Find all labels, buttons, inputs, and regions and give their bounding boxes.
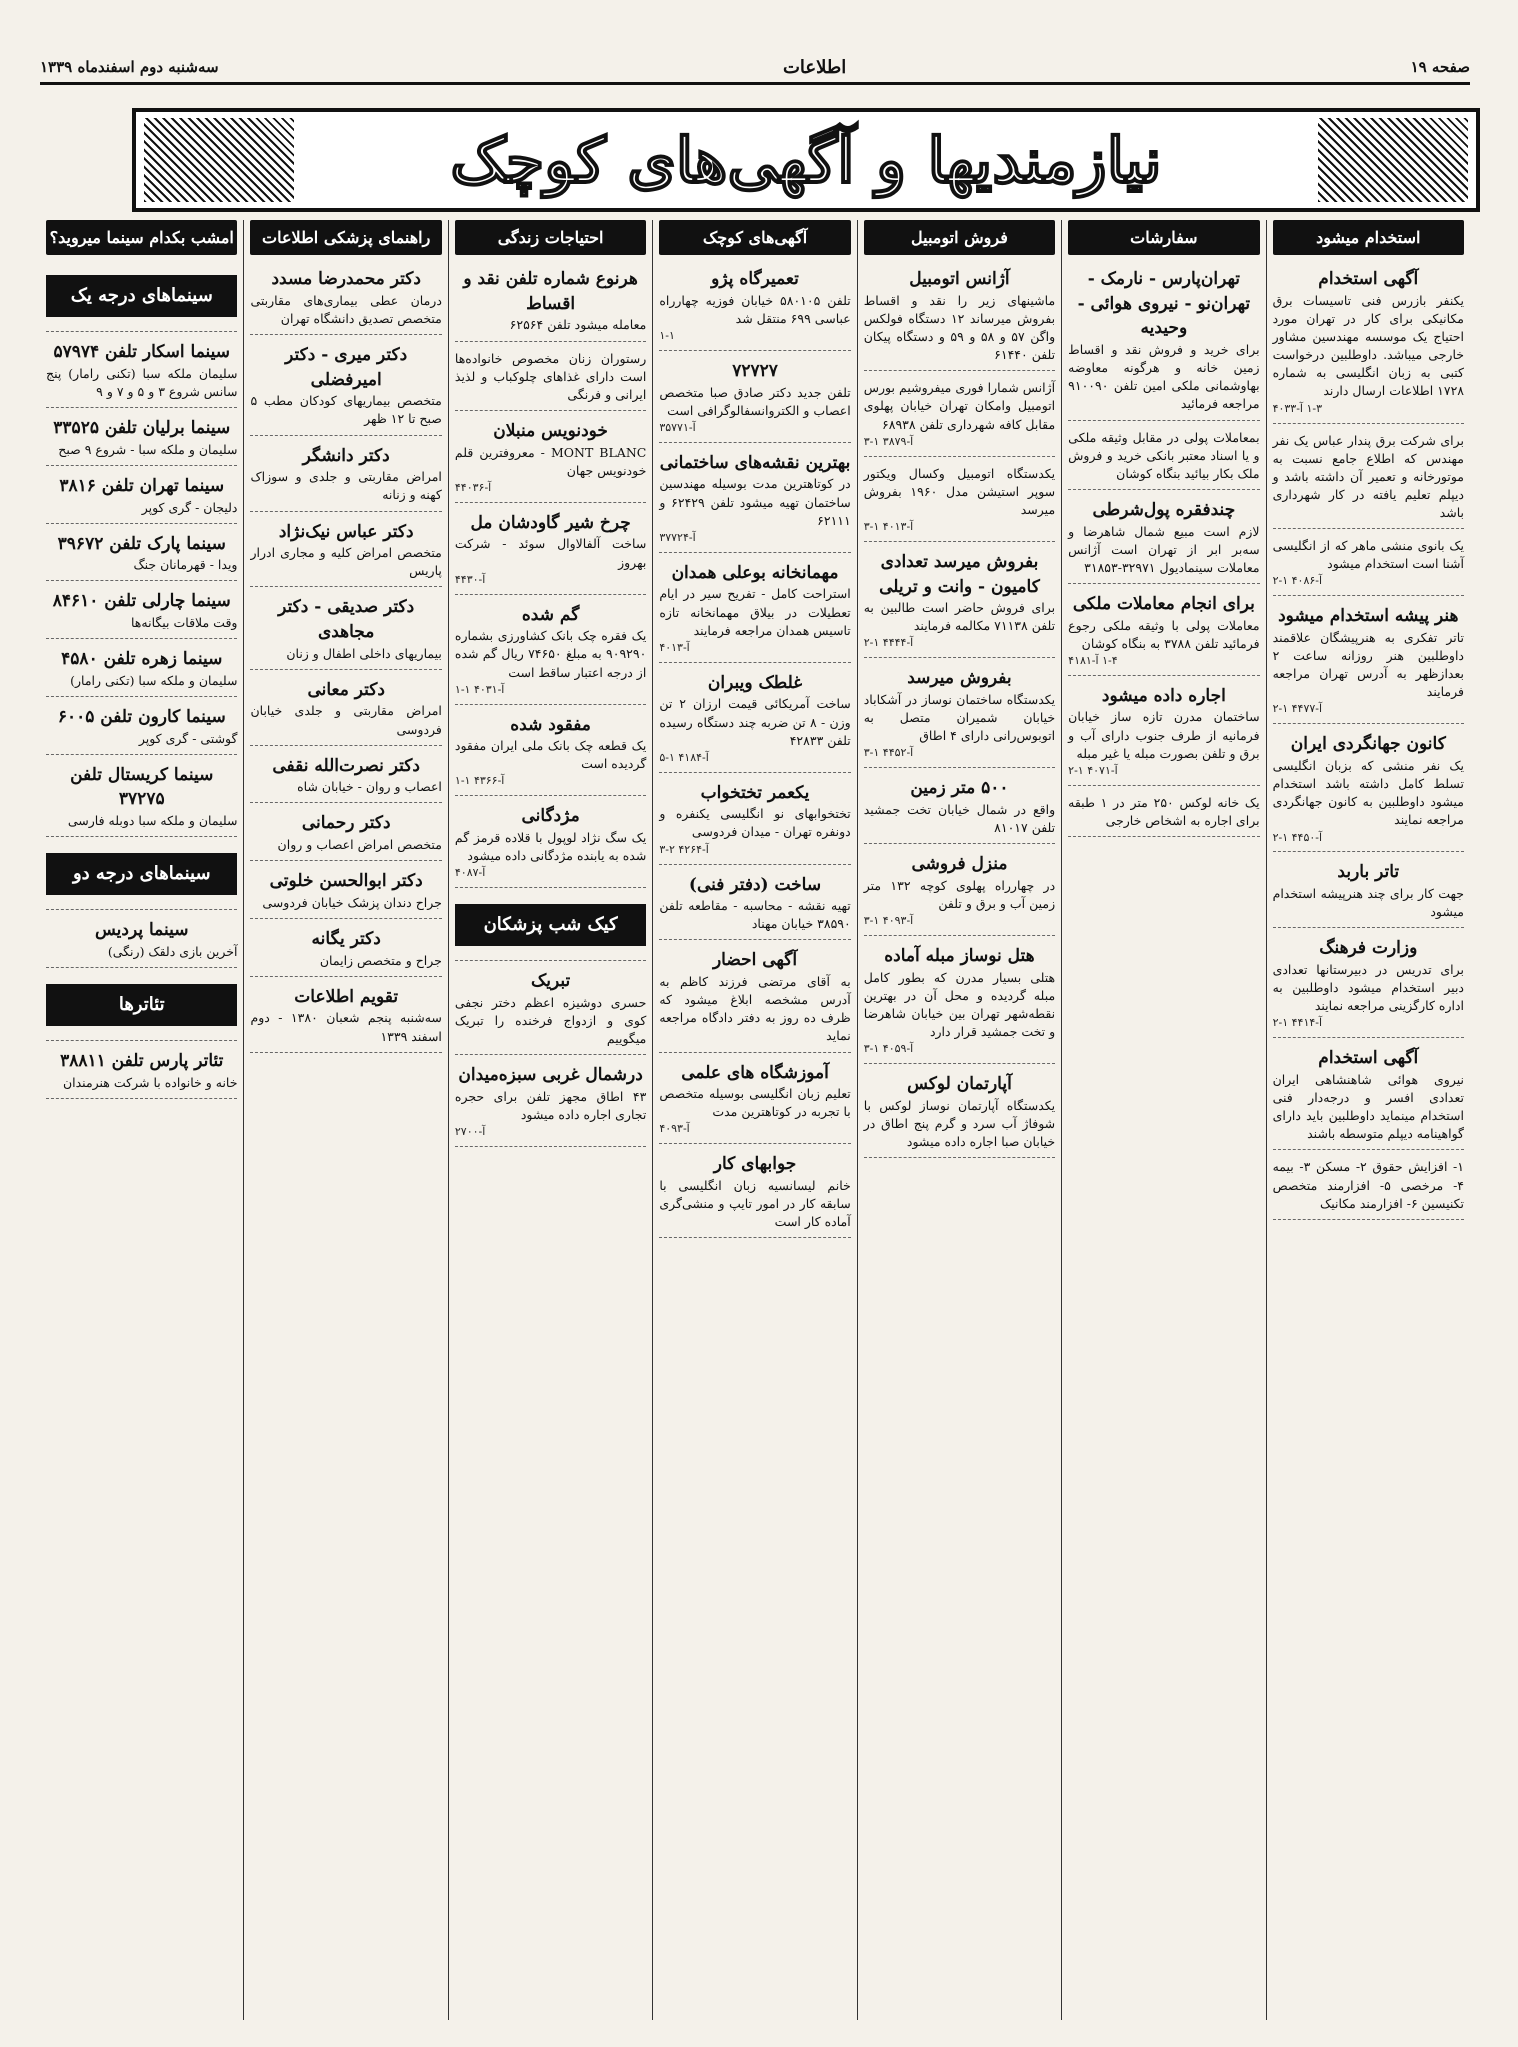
section-heading: تئاترها: [46, 984, 237, 1026]
ad-body: استراحت کامل - تفریح سیر در ایام تعطیلات در بیلاق مهمانخانه تازه تاسیس همدان مراجعه فرمایند: [659, 586, 851, 638]
ad-title: بهترین نقشه‌های ساختمانی: [659, 452, 851, 473]
ad-title: مژدگانی: [521, 806, 580, 827]
ad-title: مهمانخانه بوعلی همدان: [671, 562, 839, 583]
classified-ad: [1273, 533, 1464, 596]
ad-body: خانه و خانواده با شرکت هنرمندان: [62, 1074, 238, 1090]
ad-title: وزارت فرهنگ: [1319, 938, 1418, 959]
ad-body: ساخت آمریکائی قیمت ارزان ۲ تن وزن - ۸ تن ضربه چند دستگاه رسیده تلفن ۴۲۸۳۳: [659, 696, 851, 748]
classified-ad: [659, 557, 850, 663]
column-heading: سفارشات: [1068, 220, 1259, 255]
ad-title: سینما کریستال تلفن ۳۷۲۷۵: [70, 764, 214, 810]
header-page-number: صفحه ۱۹: [1410, 58, 1470, 76]
classified-ad: [864, 263, 1055, 371]
classified-ad: [659, 869, 850, 941]
classified-ad: [864, 662, 1055, 768]
classified-ad: [250, 263, 441, 335]
ad-body: یک بانوی منشی ماهر که از انگلیسی آشنا است استخدام میشود: [1272, 538, 1464, 572]
ad-body: هتلی بسیار مدرن که بطور کامل مبله گردیده و محل آن در بهترین نقطه‌شهر تهران بین خیابان شاهرضا و تخت جمشید قرار دارد: [863, 969, 1056, 1040]
ad-body: یکدستگاه اتومبیل وکسال ویکتور سوپر استیشن مدل ۱۹۶۰ بفروش میرسد: [863, 465, 1056, 517]
classified-ad: [46, 263, 237, 332]
ad-title: آگهی استخدام: [1318, 1048, 1419, 1069]
ad-code: آ-۴۴۷۷ ۱-۲: [1272, 702, 1323, 716]
classifieds-banner: [132, 108, 1480, 212]
ad-body: گوشتی - گری کوپر: [138, 730, 238, 746]
classified-ad: [1068, 425, 1259, 490]
classified-columns: [40, 220, 1470, 2020]
classified-ad: [46, 412, 237, 466]
classified-ad: [46, 336, 237, 408]
ad-title: هرنوع شماره تلفن نقد و اقساط: [463, 269, 638, 314]
classified-column: [243, 220, 447, 2020]
ad-title: اجاره داده میشود: [1101, 685, 1226, 706]
ad-code: آ-۴۴۵۲ ۱-۳: [863, 746, 914, 760]
classified-ad: [250, 674, 441, 746]
classified-ad: [250, 981, 441, 1053]
banner-pattern-left: [144, 118, 294, 202]
ad-code: آ-۴۴۴۴ ۱-۲: [863, 636, 914, 650]
classified-ad: [1068, 680, 1259, 786]
classified-ad: [864, 461, 1055, 542]
ad-body: متخصص امراض اعصاب و روان: [277, 837, 442, 853]
classified-ad: [1273, 428, 1464, 530]
ad-title: دکتر ابوالحسن خلوتی: [269, 871, 423, 892]
classified-ad: [659, 355, 850, 443]
ad-body: سه‌شنبه پنجم شعبان ۱۳۸۰ - دوم اسفند ۱۳۳۹: [250, 1010, 442, 1044]
ad-body: امراض مقاربتی و جلدی خیابان فردوسی: [250, 703, 442, 737]
ad-body: تعلیم زبان انگلیسی بوسیله متخصص با تجربه در کوتاهترین مدت: [659, 1086, 851, 1120]
ad-title: هنر پیشه استخدام میشود: [1278, 606, 1459, 627]
ad-body: در کوتاهترین مدت بوسیله مهندسین ساختمان تهیه میشود تلفن ۶۲۴۲۹ و ۶۲۱۱۱: [659, 476, 851, 528]
ad-body: امراض مقاربتی و جلدی و سوزاک کهنه و زنانه: [250, 469, 442, 503]
ad-body: سلیمان ملکه سبا (تکنی رامار) پنج سانس شروع ۳ و ۵ و ۷ و ۹: [46, 365, 238, 400]
ad-code: آ-۴۰۹۳ ۱-۳: [863, 914, 914, 928]
classified-ad: [1273, 263, 1464, 423]
ad-body: ساخت آلفالاوال سوئد - شرکت بهروز: [454, 536, 647, 570]
banner-title: نیازمندیها و آگهی‌های کوچک: [450, 123, 1162, 197]
ad-code: آ-۳۷۷۲۴: [659, 530, 696, 544]
ad-body: برای فروش حاضر است طالبین به تلفن ۷۱۱۳۸ مکالمه فرمایند: [863, 600, 1056, 634]
ad-body: در چهارراه پهلوی کوچه ۱۳۲ متر زمین آب و برق و تلفن: [863, 877, 1056, 912]
classified-ad: [1068, 790, 1259, 837]
ad-title: تهران‌پارس - نارمک - تهران‌نو - نیروی هوائی - وحیدیه: [1077, 269, 1251, 339]
ad-code: آ-۴۴۰۳۶: [454, 480, 492, 494]
ad-title: ۷۲۷۲۷: [732, 361, 778, 382]
classified-column: [652, 220, 856, 2020]
ad-title: درشمال غربی سبزه‌میدان: [458, 1065, 643, 1086]
classified-ad: [46, 470, 237, 524]
ad-code: آ-۴۴۵۰ ۱-۲: [1272, 830, 1323, 844]
ad-body: ۴۳ اطاق مجهز تلفن برای حجره تجاری اجاره داده میشود: [454, 1088, 647, 1123]
column-heading: راهنمای پزشکی اطلاعات: [250, 220, 441, 255]
ad-body: ساختمان مدرن تازه ساز خیابان فرمانیه از طرف جنوب دارای آب و برق و تلفن بصورت مبله یا غیر مبله: [1068, 709, 1260, 761]
classified-ad: [455, 965, 646, 1055]
ad-body: جراح دندان پزشک خیابان فردوسی: [262, 894, 442, 910]
ad-body: یک قطعه چک بانک ملی ایران مفقود گردیده است: [454, 738, 647, 772]
ad-body: نیروی هوائی شاهنشاهی ایران تعدادی افسر و درجه‌دار فنی استخدام مینماید داوطلبین باید دارای گواهینامه دیپلم متوسطه باشند: [1272, 1071, 1464, 1142]
ad-code: ۱-۱: [659, 329, 675, 343]
ad-title: دکتر میری - دکتر امیرفضلی: [285, 345, 408, 390]
ad-title: منزل فروشی: [911, 854, 1008, 875]
ad-title: دکتر صدیقی - دکتر مجاهدی: [278, 597, 415, 643]
ad-code: آ-۴۰۳۱ ۱-۱: [454, 682, 505, 696]
classified-ad: [250, 339, 441, 436]
classified-ad: [46, 701, 237, 755]
ad-body: برای تدریس در دبیرستانها تعدادی دبیر استخدام میشود داوطلبین به اداره کارگزینی مراجعه نمایند: [1272, 962, 1464, 1014]
ad-body: تلفن ۵۸۰۱۰۵ خیابان فوزیه چهارراه عباسی ۶۹۹ منتقل شد: [659, 292, 851, 326]
ad-title: آژانس اتومبیل: [909, 269, 1010, 290]
ad-title: خودنویس منبلان: [493, 420, 608, 441]
ad-code: آ-۴۰۹۳: [659, 1122, 690, 1136]
classified-ad: [250, 923, 441, 977]
column-heading: احتیاجات زندگی: [455, 220, 646, 255]
header-paper-name: اطلاعات: [782, 56, 847, 78]
ad-title: آگهی استخدام: [1318, 269, 1419, 290]
ad-code: آ-۴۲۶۴ ۲-۳: [659, 842, 709, 856]
classified-ad: [1068, 263, 1259, 420]
classified-ad: [1068, 588, 1259, 676]
ad-code: ۱-۳ آ-۴۰۳۳: [1272, 401, 1323, 415]
classified-ad: [250, 750, 441, 804]
ad-title: یکعمر تختخواب: [700, 782, 810, 803]
ad-title: آگهی احضار: [712, 950, 798, 971]
ad-title: تعمیرگاه پژو: [711, 269, 799, 290]
ad-body: یک فقره چک بانک کشاورزی بشماره ۹۰۹۲۹۰ به مبلغ ۷۴۶۵۰ ریال گم شده از درجه اعتبار ساقط است: [454, 628, 647, 680]
ad-code: آ-۴۰۸۷: [454, 866, 486, 880]
ad-title: تبریک: [531, 971, 571, 992]
ad-body: MONT BLANC - معروفترین قلم خودنویس جهان: [454, 444, 647, 478]
ad-code: آ-۴۰۷۱ ۱-۲: [1068, 763, 1118, 777]
classified-column: [40, 220, 243, 2020]
ad-title: غلطک ویبران: [707, 672, 803, 693]
classified-ad: [864, 772, 1055, 844]
ad-body: برای خرید و فروش نقد و اقساط زمین خانه و هرگونه معاوضه بهاوشمانی ملکی امین تلفن ۹۱۰۰۹۰ مراجعه فرمائید: [1068, 342, 1260, 412]
ad-body: تاتر تفکری به هنرپیشگان علاقمند داوطلبین هنر روزانه ساعت ۲ بعدازظهر به آدرس تهران مراجعه فرمایند: [1272, 629, 1464, 700]
classified-ad: [659, 1148, 850, 1238]
ad-title: دکتر رحمانی: [301, 813, 391, 834]
ad-body: لازم است مبیع شمال شاهرضا و سه‌بر ابر از تهران است آژانس معاملات سینمادیول ۳۲۹۷۱-۳۱۸۵۳: [1068, 523, 1260, 575]
classified-ad: [455, 1059, 646, 1147]
ad-title: چندفقره پول‌شرطی: [1092, 499, 1236, 520]
classified-ad: [46, 759, 237, 837]
ad-title: چرخ شیر گاودشان مل: [470, 512, 631, 533]
classified-ad: [46, 841, 237, 910]
classified-ad: [1273, 1154, 1464, 1219]
column-heading: استخدام میشود: [1273, 220, 1464, 255]
ad-body: وقت ملاقات بیگانه‌ها: [130, 615, 238, 631]
ad-title: مفقود شده: [510, 714, 591, 735]
ad-code: آ-۴۳۶۶ ۱-۱: [454, 774, 505, 788]
classified-ad: [46, 1045, 237, 1099]
ad-body: آخرین بازی دلقک (رنگی): [107, 943, 238, 959]
banner-pattern-right: [1318, 118, 1468, 202]
ad-body: سلیمان و ملکه سبا - شروع ۹ صبح: [58, 441, 238, 457]
classified-ad: [455, 507, 646, 595]
ad-body: ویدا - قهرمانان جنگ: [133, 557, 238, 573]
ad-body: یکدستگاه آپارتمان نوساز لوکس با شوفاژ آب سرد و گرم پنج اطاق در خیابان صبا اجاره داده میشود: [863, 1097, 1056, 1150]
column-heading: فروش اتومبیل: [864, 220, 1055, 255]
ad-body: به آقای مرتضی فرزند کاظم به آدرس مشخصه ابلاغ میشود که ظرف ده روز به دفتر دادگاه مراجعه نماید: [659, 974, 851, 1044]
ad-code: آ-۳۸۷۹ ۱-۳: [863, 434, 914, 448]
ad-title: سینما اسکار تلفن ۵۷۹۷۴: [53, 342, 231, 363]
ad-title: برای انجام معاملات ملکی: [1072, 594, 1255, 614]
classified-ad: [46, 585, 237, 639]
ad-code: آ-۳۵۷۷۱: [659, 420, 696, 434]
ad-title: آموزشگاه های علمی: [681, 1062, 829, 1083]
ad-body: درمان عطی بیماری‌های مقاربتی متخصص تصدیق دانشگاه تهران: [250, 292, 442, 326]
classified-ad: [46, 914, 237, 968]
classified-ad: [1273, 856, 1464, 928]
ad-title: هتل نوساز مبله آماده: [884, 946, 1035, 967]
ad-code: آ-۴۰۱۳: [659, 640, 690, 654]
ad-code: آ-۴۱۸۴ ۱-۵: [659, 750, 709, 764]
ad-body: سلیمان و ملکه سبا (تکنی رامار): [70, 672, 238, 688]
ad-body: حسری دوشیزه اعظم دختر نجفی کوی و ازدواج فرخنده را تبریک میگوییم: [454, 994, 647, 1047]
classified-ad: [864, 546, 1055, 658]
section-heading: سینماهای درجه دو: [46, 853, 237, 895]
ad-body: جهت کار برای چند هنرپیشه استخدام میشود: [1272, 886, 1464, 920]
classified-ad: [455, 263, 646, 341]
ad-body: یک خانه لوکس ۲۵۰ متر در ۱ طبقه برای اجاره به اشخاص خارجی: [1068, 794, 1260, 828]
ad-title: کانون جهانگردی ایران: [1290, 734, 1446, 755]
ad-title: ۵۰۰ متر زمین: [910, 778, 1009, 799]
ad-body: دلیجان - گری کوپر: [141, 499, 238, 515]
ad-code: آ-۴۰۸۶ ۱-۲: [1272, 574, 1323, 588]
ad-title: دکتر یگانه: [311, 928, 381, 949]
ad-body: یک نفر منشی که بزبان انگلیسی تسلط کامل داشته باشد استخدام میشود داوطلبین به کانون جهانگردی مراجعه نمایند: [1272, 758, 1464, 828]
classified-ad: [1068, 494, 1259, 584]
ad-title: تئاتر پارس تلفن ۳۸۸۱۱: [60, 1051, 224, 1072]
ad-title: سینما زهره تلفن ۴۵۸۰: [61, 649, 223, 670]
ad-body: بمعاملات پولی در مقابل وثیقه ملکی و یا اسناد معتبر بانکی خرید و فروش ملک بکار بیائید بنگاه کوشان: [1068, 429, 1260, 481]
ad-body: اعصاب و روان - خیابان شاه: [297, 779, 442, 795]
classified-ad: [46, 528, 237, 582]
ad-title: دکتر معانی: [307, 679, 385, 700]
classified-ad: [864, 940, 1055, 1064]
classified-ad: [455, 709, 646, 797]
ad-code: آ-۲۷۰۰: [454, 1125, 486, 1139]
classified-ad: [659, 447, 850, 553]
column-heading: آگهی‌های کوچک: [659, 220, 850, 255]
page-header: [40, 52, 1470, 85]
classified-ad: [1273, 600, 1464, 724]
ad-body: یکدستگاه ساختمان نوساز در آشکاباد خیابان شمیران متصل به اتوبوس‌رانی دارای ۴ اطاق: [863, 692, 1056, 744]
ad-code: آ-۴۰۵۹ ۱-۳: [863, 1042, 914, 1056]
ad-code: آ-۴۰۱۳ ۱-۳: [863, 520, 914, 534]
ad-body: تهیه نقشه - محاسبه - مقاطعه تلفن ۳۸۵۹۰ خیابان مهناد: [659, 898, 851, 932]
classified-ad: [455, 415, 646, 503]
classified-ad: [250, 807, 441, 861]
ad-title: تقویم اطلاعات: [294, 986, 399, 1007]
ad-title: گم شده: [521, 604, 580, 625]
classified-ad: [864, 375, 1055, 456]
classified-column: [1266, 220, 1470, 2020]
classified-ad: [455, 599, 646, 705]
classified-ad: [1273, 932, 1464, 1038]
ad-title: جوابهای کار: [713, 1154, 797, 1175]
ad-body: ماشینهای زیر را نقد و اقساط بفروش میرساند ۱۲ دستگاه فولکس واگن ۵۷ و ۵۸ و ۵۹ و دستگاه پیکان تلفن ۶۱۴۴۰: [863, 292, 1056, 363]
ad-body: معاملات پولی با وثیقه ملکی رجوع فرمائید تلفن ۳۷۸۸ به بنگاه کوشان: [1068, 617, 1260, 651]
ad-body: متخصص امراض کلیه و مجاری ادرار پاریس: [250, 545, 442, 579]
classified-ad: [1273, 1042, 1464, 1150]
ad-body: معامله میشود تلفن ۶۲۵۶۴: [509, 317, 647, 333]
ad-body: یکنفر بازرس فنی تاسیسات برق مکانیکی برای کار در تهران مورد احتیاج یک موسسه مهندسین مشاور خارجی میباشد. داوطلبین درخواست کتبی به زبان انگلیسی به شماره ۱۷۲۸ اطلاعات ارسال دارند: [1272, 292, 1464, 399]
classified-ad: [46, 972, 237, 1041]
classified-ad: [455, 800, 646, 888]
ad-body: سلیمان و ملکه سبا دوبله فارسی: [67, 813, 238, 829]
ad-code: ۱-۴ آ-۴۱۸۱: [1068, 653, 1118, 667]
header-date: سه‌شنبه دوم اسفندماه ۱۳۳۹: [40, 58, 219, 76]
ad-title: سینما پردیس: [94, 920, 189, 941]
classified-column: [448, 220, 652, 2020]
column-heading: امشب بکدام سینما میروید؟: [46, 220, 237, 255]
classified-ad: [46, 643, 237, 697]
ad-code: آ-۴۴۱۴ ۱-۲: [1272, 1016, 1323, 1030]
ad-title: سینما چارلی تلفن ۸۴۶۱۰: [52, 591, 231, 612]
classified-column: [857, 220, 1061, 2020]
ad-body: واقع در شمال خیابان تخت جمشید تلفن ۸۱۰۱۷: [863, 802, 1056, 836]
classified-ad: [455, 892, 646, 961]
ad-body: خانم لیسانسیه زبان انگلیسی با سابقه کار در امور تایپ و منشی‌گری آماده کار است: [659, 1178, 851, 1230]
ad-title: تاتر باربد: [1337, 862, 1400, 883]
ad-title: سینما برلیان تلفن ۳۳۵۲۵: [53, 418, 231, 439]
ad-title: سینما تهران تلفن ۳۸۱۶: [59, 475, 225, 496]
classified-ad: [250, 865, 441, 919]
classified-ad: [1273, 728, 1464, 852]
section-heading: کیک شب پزشکان: [455, 904, 646, 946]
classified-ad: [250, 440, 441, 512]
ad-body: یک سگ نژاد لوپول با قلاده قرمز گم شده به یابنده مژدگانی داده میشود: [454, 830, 647, 864]
ad-title: ساخت (دفتر فنی): [688, 874, 822, 895]
ad-title: دکتر نصرت‌الله نقفی: [272, 755, 420, 776]
ad-body: آژانس شمارا فوری میفروشیم بورس اتومبیل وامکان تهران خیابان پهلوی مقابل کافه شهرداری تلفن ۶۸۹۳۸: [863, 380, 1056, 432]
classified-ad: [659, 944, 850, 1052]
ad-title: سینما کارون تلفن ۶۰۰۵: [57, 707, 226, 727]
classified-ad: [250, 516, 441, 588]
ad-title: دکتر دانشگر: [302, 445, 390, 466]
classified-ad: [864, 1068, 1055, 1158]
classified-ad: [659, 667, 850, 773]
ad-body: تلفن جدید دکتر صادق صبا متخصص اعصاب و الکتروانسفالوگرافی است: [659, 384, 851, 418]
ad-title: بفروش میرسد: [907, 668, 1012, 689]
ad-body: جراح و متخصص زایمان: [319, 952, 442, 968]
classified-ad: [659, 1057, 850, 1145]
classified-ad: [864, 848, 1055, 936]
ad-body: متخصص بیماریهای کودکان مطب ۵ صبح تا ۱۲ ظهر: [250, 393, 442, 427]
ad-title: سینما پارک تلفن ۳۹۶۷۲: [57, 533, 226, 554]
ad-body: برای شرکت برق پندار عباس یک نفر مهندس که اطلاع جامع نسبت به موتورخانه و تعمیر آن داشته باشد و دیپلم تعلیم یافته در کار شهرداری باشد: [1272, 432, 1464, 521]
ad-code: آ-۴۴۳۰: [454, 572, 486, 586]
ad-title: دکتر عباس نیک‌نژاد: [278, 521, 414, 542]
ad-body: بیماریهای داخلی اطفال و زنان: [286, 645, 442, 661]
ad-body: ۱- افزایش حقوق ۲- مسکن ۳- بیمه ۴- مرخصی ۵- افزارمند متخصص تکنیسین ۶- افزارمند مکانیک: [1272, 1159, 1465, 1211]
ad-title: دکتر محمدرضا مسدد: [271, 269, 421, 290]
section-heading: سینماهای درجه یک: [46, 275, 237, 317]
ad-title: آپارتمان لوکس: [907, 1074, 1012, 1095]
classified-column: [1061, 220, 1265, 2020]
ad-body: تختخوابهای نو انگلیسی یکنفره و دونفره تهران - میدان فردوسی: [659, 806, 851, 840]
classified-ad: [659, 263, 850, 351]
classified-ad: [659, 777, 850, 865]
ad-title: بفروش میرسد تعدادی کامیون - وانت و تریلی: [879, 551, 1040, 597]
classified-ad: [455, 346, 646, 411]
classified-ad: [250, 591, 441, 669]
ad-body: رستوران زنان مخصوص خانواده‌ها است دارای غذاهای چلوکباب و لذیذ ایرانی و فرنگی: [454, 350, 647, 402]
